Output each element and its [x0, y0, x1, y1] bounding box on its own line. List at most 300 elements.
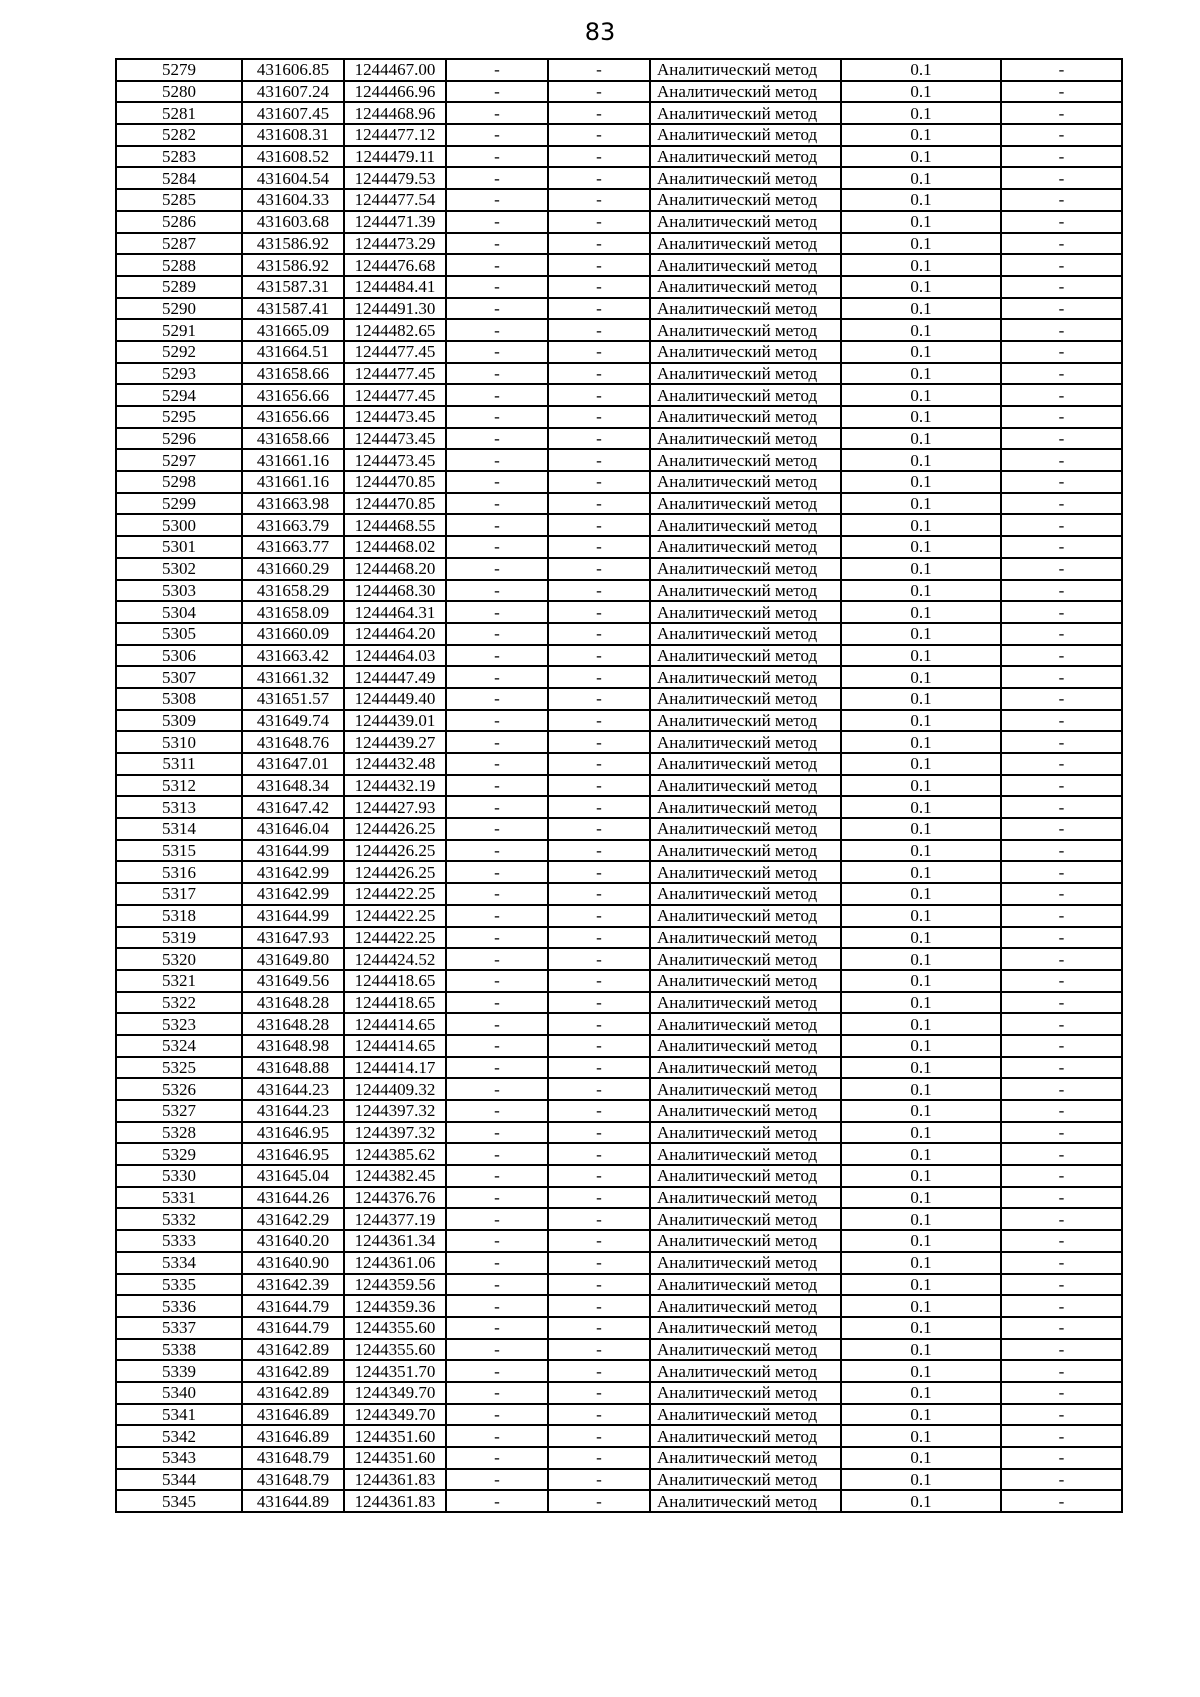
method-cell: Аналитический метод — [650, 1469, 841, 1491]
x-coordinate-cell: 431644.79 — [242, 1317, 344, 1339]
empty-value-cell: - — [446, 775, 548, 797]
empty-value-cell: - — [1001, 1490, 1122, 1512]
method-cell: Аналитический метод — [650, 883, 841, 905]
empty-value-cell: - — [548, 167, 650, 189]
point-number-cell: 5331 — [116, 1187, 242, 1209]
point-number-cell: 5314 — [116, 818, 242, 840]
precision-cell: 0.1 — [841, 580, 1001, 602]
method-cell: Аналитический метод — [650, 167, 841, 189]
precision-cell: 0.1 — [841, 992, 1001, 1014]
precision-cell: 0.1 — [841, 688, 1001, 710]
point-number-cell: 5305 — [116, 623, 242, 645]
precision-cell: 0.1 — [841, 1187, 1001, 1209]
precision-cell: 0.1 — [841, 384, 1001, 406]
point-number-cell: 5313 — [116, 796, 242, 818]
precision-cell: 0.1 — [841, 1339, 1001, 1361]
empty-value-cell: - — [446, 1360, 548, 1382]
point-number-cell: 5337 — [116, 1317, 242, 1339]
x-coordinate-cell: 431656.66 — [242, 384, 344, 406]
precision-cell: 0.1 — [841, 233, 1001, 255]
empty-value-cell: - — [1001, 1447, 1122, 1469]
x-coordinate-cell: 431642.89 — [242, 1360, 344, 1382]
point-number-cell: 5316 — [116, 861, 242, 883]
empty-value-cell: - — [446, 1078, 548, 1100]
precision-cell: 0.1 — [841, 146, 1001, 168]
y-coordinate-cell: 1244409.32 — [344, 1078, 446, 1100]
empty-value-cell: - — [548, 1317, 650, 1339]
precision-cell: 0.1 — [841, 601, 1001, 623]
precision-cell: 0.1 — [841, 276, 1001, 298]
empty-value-cell: - — [548, 1490, 650, 1512]
empty-value-cell: - — [1001, 428, 1122, 450]
empty-value-cell: - — [548, 1122, 650, 1144]
precision-cell: 0.1 — [841, 1165, 1001, 1187]
empty-value-cell: - — [1001, 1143, 1122, 1165]
y-coordinate-cell: 1244385.62 — [344, 1143, 446, 1165]
empty-value-cell: - — [548, 1078, 650, 1100]
empty-value-cell: - — [548, 1382, 650, 1404]
method-cell: Аналитический метод — [650, 818, 841, 840]
empty-value-cell: - — [446, 1122, 548, 1144]
empty-value-cell: - — [548, 81, 650, 103]
point-number-cell: 5306 — [116, 645, 242, 667]
empty-value-cell: - — [548, 146, 650, 168]
empty-value-cell: - — [548, 1447, 650, 1469]
x-coordinate-cell: 431647.01 — [242, 753, 344, 775]
table-row — [116, 493, 1122, 515]
empty-value-cell: - — [446, 1447, 548, 1469]
empty-value-cell: - — [1001, 341, 1122, 363]
method-cell: Аналитический метод — [650, 81, 841, 103]
method-cell: Аналитический метод — [650, 580, 841, 602]
empty-value-cell: - — [548, 861, 650, 883]
empty-value-cell: - — [1001, 948, 1122, 970]
empty-value-cell: - — [548, 211, 650, 233]
x-coordinate-cell: 431586.92 — [242, 254, 344, 276]
precision-cell: 0.1 — [841, 753, 1001, 775]
precision-cell: 0.1 — [841, 1143, 1001, 1165]
method-cell: Аналитический метод — [650, 1057, 841, 1079]
table-row — [116, 514, 1122, 536]
empty-value-cell: - — [1001, 580, 1122, 602]
precision-cell: 0.1 — [841, 796, 1001, 818]
y-coordinate-cell: 1244479.11 — [344, 146, 446, 168]
y-coordinate-cell: 1244418.65 — [344, 992, 446, 1014]
x-coordinate-cell: 431640.20 — [242, 1230, 344, 1252]
precision-cell: 0.1 — [841, 1382, 1001, 1404]
precision-cell: 0.1 — [841, 1252, 1001, 1274]
method-cell: Аналитический метод — [650, 102, 841, 124]
empty-value-cell: - — [446, 1208, 548, 1230]
y-coordinate-cell: 1244349.70 — [344, 1382, 446, 1404]
method-cell: Аналитический метод — [650, 319, 841, 341]
point-number-cell: 5332 — [116, 1208, 242, 1230]
empty-value-cell: - — [446, 59, 548, 81]
empty-value-cell: - — [446, 1382, 548, 1404]
point-number-cell: 5334 — [116, 1252, 242, 1274]
point-number-cell: 5303 — [116, 580, 242, 602]
method-cell: Аналитический метод — [650, 211, 841, 233]
empty-value-cell: - — [1001, 298, 1122, 320]
empty-value-cell: - — [446, 536, 548, 558]
empty-value-cell: - — [446, 1339, 548, 1361]
point-number-cell: 5296 — [116, 428, 242, 450]
table-row — [116, 1100, 1122, 1122]
point-number-cell: 5287 — [116, 233, 242, 255]
y-coordinate-cell: 1244439.01 — [344, 710, 446, 732]
table-row — [116, 471, 1122, 493]
empty-value-cell: - — [1001, 384, 1122, 406]
table-row — [116, 1382, 1122, 1404]
empty-value-cell: - — [548, 428, 650, 450]
method-cell: Аналитический метод — [650, 1404, 841, 1426]
method-cell: Аналитический метод — [650, 449, 841, 471]
y-coordinate-cell: 1244414.65 — [344, 1013, 446, 1035]
point-number-cell: 5326 — [116, 1078, 242, 1100]
y-coordinate-cell: 1244351.60 — [344, 1425, 446, 1447]
point-number-cell: 5324 — [116, 1035, 242, 1057]
precision-cell: 0.1 — [841, 1360, 1001, 1382]
empty-value-cell: - — [548, 840, 650, 862]
y-coordinate-cell: 1244432.48 — [344, 753, 446, 775]
table-row — [116, 623, 1122, 645]
empty-value-cell: - — [1001, 1078, 1122, 1100]
empty-value-cell: - — [446, 580, 548, 602]
empty-value-cell: - — [1001, 1035, 1122, 1057]
empty-value-cell: - — [548, 883, 650, 905]
empty-value-cell: - — [548, 753, 650, 775]
empty-value-cell: - — [548, 406, 650, 428]
point-number-cell: 5289 — [116, 276, 242, 298]
empty-value-cell: - — [1001, 1404, 1122, 1426]
precision-cell: 0.1 — [841, 167, 1001, 189]
method-cell: Аналитический метод — [650, 254, 841, 276]
precision-cell: 0.1 — [841, 840, 1001, 862]
method-cell: Аналитический метод — [650, 1143, 841, 1165]
empty-value-cell: - — [1001, 1360, 1122, 1382]
precision-cell: 0.1 — [841, 211, 1001, 233]
point-number-cell: 5284 — [116, 167, 242, 189]
table-row — [116, 1360, 1122, 1382]
empty-value-cell: - — [446, 558, 548, 580]
empty-value-cell: - — [446, 948, 548, 970]
empty-value-cell: - — [446, 254, 548, 276]
empty-value-cell: - — [1001, 710, 1122, 732]
precision-cell: 0.1 — [841, 124, 1001, 146]
point-number-cell: 5297 — [116, 449, 242, 471]
empty-value-cell: - — [446, 124, 548, 146]
precision-cell: 0.1 — [841, 710, 1001, 732]
x-coordinate-cell: 431644.26 — [242, 1187, 344, 1209]
precision-cell: 0.1 — [841, 1078, 1001, 1100]
empty-value-cell: - — [446, 710, 548, 732]
y-coordinate-cell: 1244464.31 — [344, 601, 446, 623]
table-row — [116, 601, 1122, 623]
x-coordinate-cell: 431586.92 — [242, 233, 344, 255]
x-coordinate-cell: 431649.56 — [242, 970, 344, 992]
method-cell: Аналитический метод — [650, 1230, 841, 1252]
y-coordinate-cell: 1244359.56 — [344, 1274, 446, 1296]
x-coordinate-cell: 431646.04 — [242, 818, 344, 840]
method-cell: Аналитический метод — [650, 384, 841, 406]
empty-value-cell: - — [548, 1339, 650, 1361]
method-cell: Аналитический метод — [650, 276, 841, 298]
empty-value-cell: - — [446, 167, 548, 189]
empty-value-cell: - — [446, 1230, 548, 1252]
table-row — [116, 1013, 1122, 1035]
table-row — [116, 1165, 1122, 1187]
empty-value-cell: - — [1001, 1469, 1122, 1491]
x-coordinate-cell: 431648.76 — [242, 731, 344, 753]
precision-cell: 0.1 — [841, 471, 1001, 493]
x-coordinate-cell: 431663.77 — [242, 536, 344, 558]
point-number-cell: 5345 — [116, 1490, 242, 1512]
y-coordinate-cell: 1244422.25 — [344, 905, 446, 927]
precision-cell: 0.1 — [841, 1404, 1001, 1426]
x-coordinate-cell: 431603.68 — [242, 211, 344, 233]
method-cell: Аналитический метод — [650, 558, 841, 580]
empty-value-cell: - — [1001, 1230, 1122, 1252]
empty-value-cell: - — [548, 1187, 650, 1209]
point-number-cell: 5281 — [116, 102, 242, 124]
empty-value-cell: - — [446, 1274, 548, 1296]
y-coordinate-cell: 1244427.93 — [344, 796, 446, 818]
method-cell: Аналитический метод — [650, 927, 841, 949]
y-coordinate-cell: 1244476.68 — [344, 254, 446, 276]
y-coordinate-cell: 1244359.36 — [344, 1295, 446, 1317]
point-number-cell: 5339 — [116, 1360, 242, 1382]
table-row — [116, 1057, 1122, 1079]
precision-cell: 0.1 — [841, 1230, 1001, 1252]
empty-value-cell: - — [446, 319, 548, 341]
precision-cell: 0.1 — [841, 1469, 1001, 1491]
empty-value-cell: - — [1001, 1122, 1122, 1144]
empty-value-cell: - — [1001, 753, 1122, 775]
precision-cell: 0.1 — [841, 319, 1001, 341]
empty-value-cell: - — [446, 449, 548, 471]
empty-value-cell: - — [1001, 167, 1122, 189]
empty-value-cell: - — [1001, 1057, 1122, 1079]
table-row — [116, 927, 1122, 949]
table-row — [116, 666, 1122, 688]
method-cell: Аналитический метод — [650, 1100, 841, 1122]
point-number-cell: 5308 — [116, 688, 242, 710]
x-coordinate-cell: 431658.29 — [242, 580, 344, 602]
empty-value-cell: - — [548, 1469, 650, 1491]
x-coordinate-cell: 431608.52 — [242, 146, 344, 168]
empty-value-cell: - — [446, 1057, 548, 1079]
method-cell: Аналитический метод — [650, 146, 841, 168]
x-coordinate-cell: 431664.51 — [242, 341, 344, 363]
precision-cell: 0.1 — [841, 861, 1001, 883]
empty-value-cell: - — [446, 905, 548, 927]
precision-cell: 0.1 — [841, 927, 1001, 949]
y-coordinate-cell: 1244466.96 — [344, 81, 446, 103]
table-row — [116, 948, 1122, 970]
empty-value-cell: - — [1001, 493, 1122, 515]
empty-value-cell: - — [1001, 818, 1122, 840]
point-number-cell: 5343 — [116, 1447, 242, 1469]
empty-value-cell: - — [1001, 1013, 1122, 1035]
x-coordinate-cell: 431661.16 — [242, 471, 344, 493]
y-coordinate-cell: 1244361.83 — [344, 1469, 446, 1491]
x-coordinate-cell: 431648.79 — [242, 1447, 344, 1469]
point-number-cell: 5280 — [116, 81, 242, 103]
empty-value-cell: - — [1001, 189, 1122, 211]
table-row — [116, 363, 1122, 385]
x-coordinate-cell: 431587.41 — [242, 298, 344, 320]
y-coordinate-cell: 1244418.65 — [344, 970, 446, 992]
point-number-cell: 5282 — [116, 124, 242, 146]
y-coordinate-cell: 1244470.85 — [344, 471, 446, 493]
point-number-cell: 5325 — [116, 1057, 242, 1079]
empty-value-cell: - — [1001, 536, 1122, 558]
table-row — [116, 883, 1122, 905]
empty-value-cell: - — [446, 1013, 548, 1035]
table-row — [116, 102, 1122, 124]
empty-value-cell: - — [446, 818, 548, 840]
y-coordinate-cell: 1244467.00 — [344, 59, 446, 81]
table-row — [116, 1317, 1122, 1339]
empty-value-cell: - — [548, 1165, 650, 1187]
point-number-cell: 5341 — [116, 1404, 242, 1426]
x-coordinate-cell: 431607.24 — [242, 81, 344, 103]
empty-value-cell: - — [446, 1035, 548, 1057]
point-number-cell: 5323 — [116, 1013, 242, 1035]
x-coordinate-cell: 431642.89 — [242, 1339, 344, 1361]
method-cell: Аналитический метод — [650, 992, 841, 1014]
method-cell: Аналитический метод — [650, 124, 841, 146]
empty-value-cell: - — [548, 319, 650, 341]
precision-cell: 0.1 — [841, 1274, 1001, 1296]
empty-value-cell: - — [446, 883, 548, 905]
precision-cell: 0.1 — [841, 298, 1001, 320]
point-number-cell: 5315 — [116, 840, 242, 862]
empty-value-cell: - — [548, 601, 650, 623]
point-number-cell: 5301 — [116, 536, 242, 558]
empty-value-cell: - — [1001, 558, 1122, 580]
table-row — [116, 449, 1122, 471]
method-cell: Аналитический метод — [650, 1252, 841, 1274]
empty-value-cell: - — [548, 970, 650, 992]
table-row — [116, 59, 1122, 81]
empty-value-cell: - — [446, 471, 548, 493]
precision-cell: 0.1 — [841, 731, 1001, 753]
point-number-cell: 5318 — [116, 905, 242, 927]
empty-value-cell: - — [548, 775, 650, 797]
y-coordinate-cell: 1244432.19 — [344, 775, 446, 797]
method-cell: Аналитический метод — [650, 1360, 841, 1382]
point-number-cell: 5299 — [116, 493, 242, 515]
table-row — [116, 81, 1122, 103]
empty-value-cell: - — [446, 927, 548, 949]
y-coordinate-cell: 1244479.53 — [344, 167, 446, 189]
empty-value-cell: - — [446, 1404, 548, 1426]
x-coordinate-cell: 431649.80 — [242, 948, 344, 970]
point-number-cell: 5311 — [116, 753, 242, 775]
precision-cell: 0.1 — [841, 1490, 1001, 1512]
coordinates-table-body — [116, 59, 1122, 1512]
y-coordinate-cell: 1244351.60 — [344, 1447, 446, 1469]
precision-cell: 0.1 — [841, 493, 1001, 515]
point-number-cell: 5317 — [116, 883, 242, 905]
x-coordinate-cell: 431587.31 — [242, 276, 344, 298]
y-coordinate-cell: 1244361.06 — [344, 1252, 446, 1274]
precision-cell: 0.1 — [841, 970, 1001, 992]
y-coordinate-cell: 1244449.40 — [344, 688, 446, 710]
method-cell: Аналитический метод — [650, 731, 841, 753]
table-row — [116, 1035, 1122, 1057]
x-coordinate-cell: 431604.54 — [242, 167, 344, 189]
point-number-cell: 5279 — [116, 59, 242, 81]
x-coordinate-cell: 431656.66 — [242, 406, 344, 428]
method-cell: Аналитический метод — [650, 623, 841, 645]
method-cell: Аналитический метод — [650, 514, 841, 536]
method-cell: Аналитический метод — [650, 1447, 841, 1469]
empty-value-cell: - — [446, 645, 548, 667]
empty-value-cell: - — [548, 905, 650, 927]
method-cell: Аналитический метод — [650, 948, 841, 970]
precision-cell: 0.1 — [841, 1208, 1001, 1230]
method-cell: Аналитический метод — [650, 428, 841, 450]
point-number-cell: 5295 — [116, 406, 242, 428]
empty-value-cell: - — [446, 276, 548, 298]
precision-cell: 0.1 — [841, 1122, 1001, 1144]
y-coordinate-cell: 1244477.45 — [344, 384, 446, 406]
empty-value-cell: - — [1001, 601, 1122, 623]
y-coordinate-cell: 1244477.45 — [344, 341, 446, 363]
y-coordinate-cell: 1244491.30 — [344, 298, 446, 320]
empty-value-cell: - — [1001, 81, 1122, 103]
y-coordinate-cell: 1244377.19 — [344, 1208, 446, 1230]
point-number-cell: 5344 — [116, 1469, 242, 1491]
empty-value-cell: - — [446, 1425, 548, 1447]
x-coordinate-cell: 431645.04 — [242, 1165, 344, 1187]
y-coordinate-cell: 1244477.54 — [344, 189, 446, 211]
empty-value-cell: - — [1001, 319, 1122, 341]
precision-cell: 0.1 — [841, 905, 1001, 927]
precision-cell: 0.1 — [841, 1013, 1001, 1035]
empty-value-cell: - — [446, 601, 548, 623]
y-coordinate-cell: 1244482.65 — [344, 319, 446, 341]
table-row — [116, 775, 1122, 797]
precision-cell: 0.1 — [841, 254, 1001, 276]
point-number-cell: 5293 — [116, 363, 242, 385]
empty-value-cell: - — [446, 341, 548, 363]
y-coordinate-cell: 1244361.34 — [344, 1230, 446, 1252]
empty-value-cell: - — [446, 731, 548, 753]
point-number-cell: 5290 — [116, 298, 242, 320]
y-coordinate-cell: 1244473.45 — [344, 449, 446, 471]
precision-cell: 0.1 — [841, 775, 1001, 797]
empty-value-cell: - — [446, 211, 548, 233]
table-row — [116, 1469, 1122, 1491]
point-number-cell: 5319 — [116, 927, 242, 949]
point-number-cell: 5342 — [116, 1425, 242, 1447]
x-coordinate-cell: 431646.95 — [242, 1122, 344, 1144]
empty-value-cell: - — [446, 861, 548, 883]
table-row — [116, 580, 1122, 602]
y-coordinate-cell: 1244468.20 — [344, 558, 446, 580]
empty-value-cell: - — [548, 102, 650, 124]
x-coordinate-cell: 431658.09 — [242, 601, 344, 623]
x-coordinate-cell: 431642.99 — [242, 861, 344, 883]
method-cell: Аналитический метод — [650, 1382, 841, 1404]
y-coordinate-cell: 1244484.41 — [344, 276, 446, 298]
empty-value-cell: - — [548, 514, 650, 536]
table-row — [116, 818, 1122, 840]
empty-value-cell: - — [446, 1469, 548, 1491]
